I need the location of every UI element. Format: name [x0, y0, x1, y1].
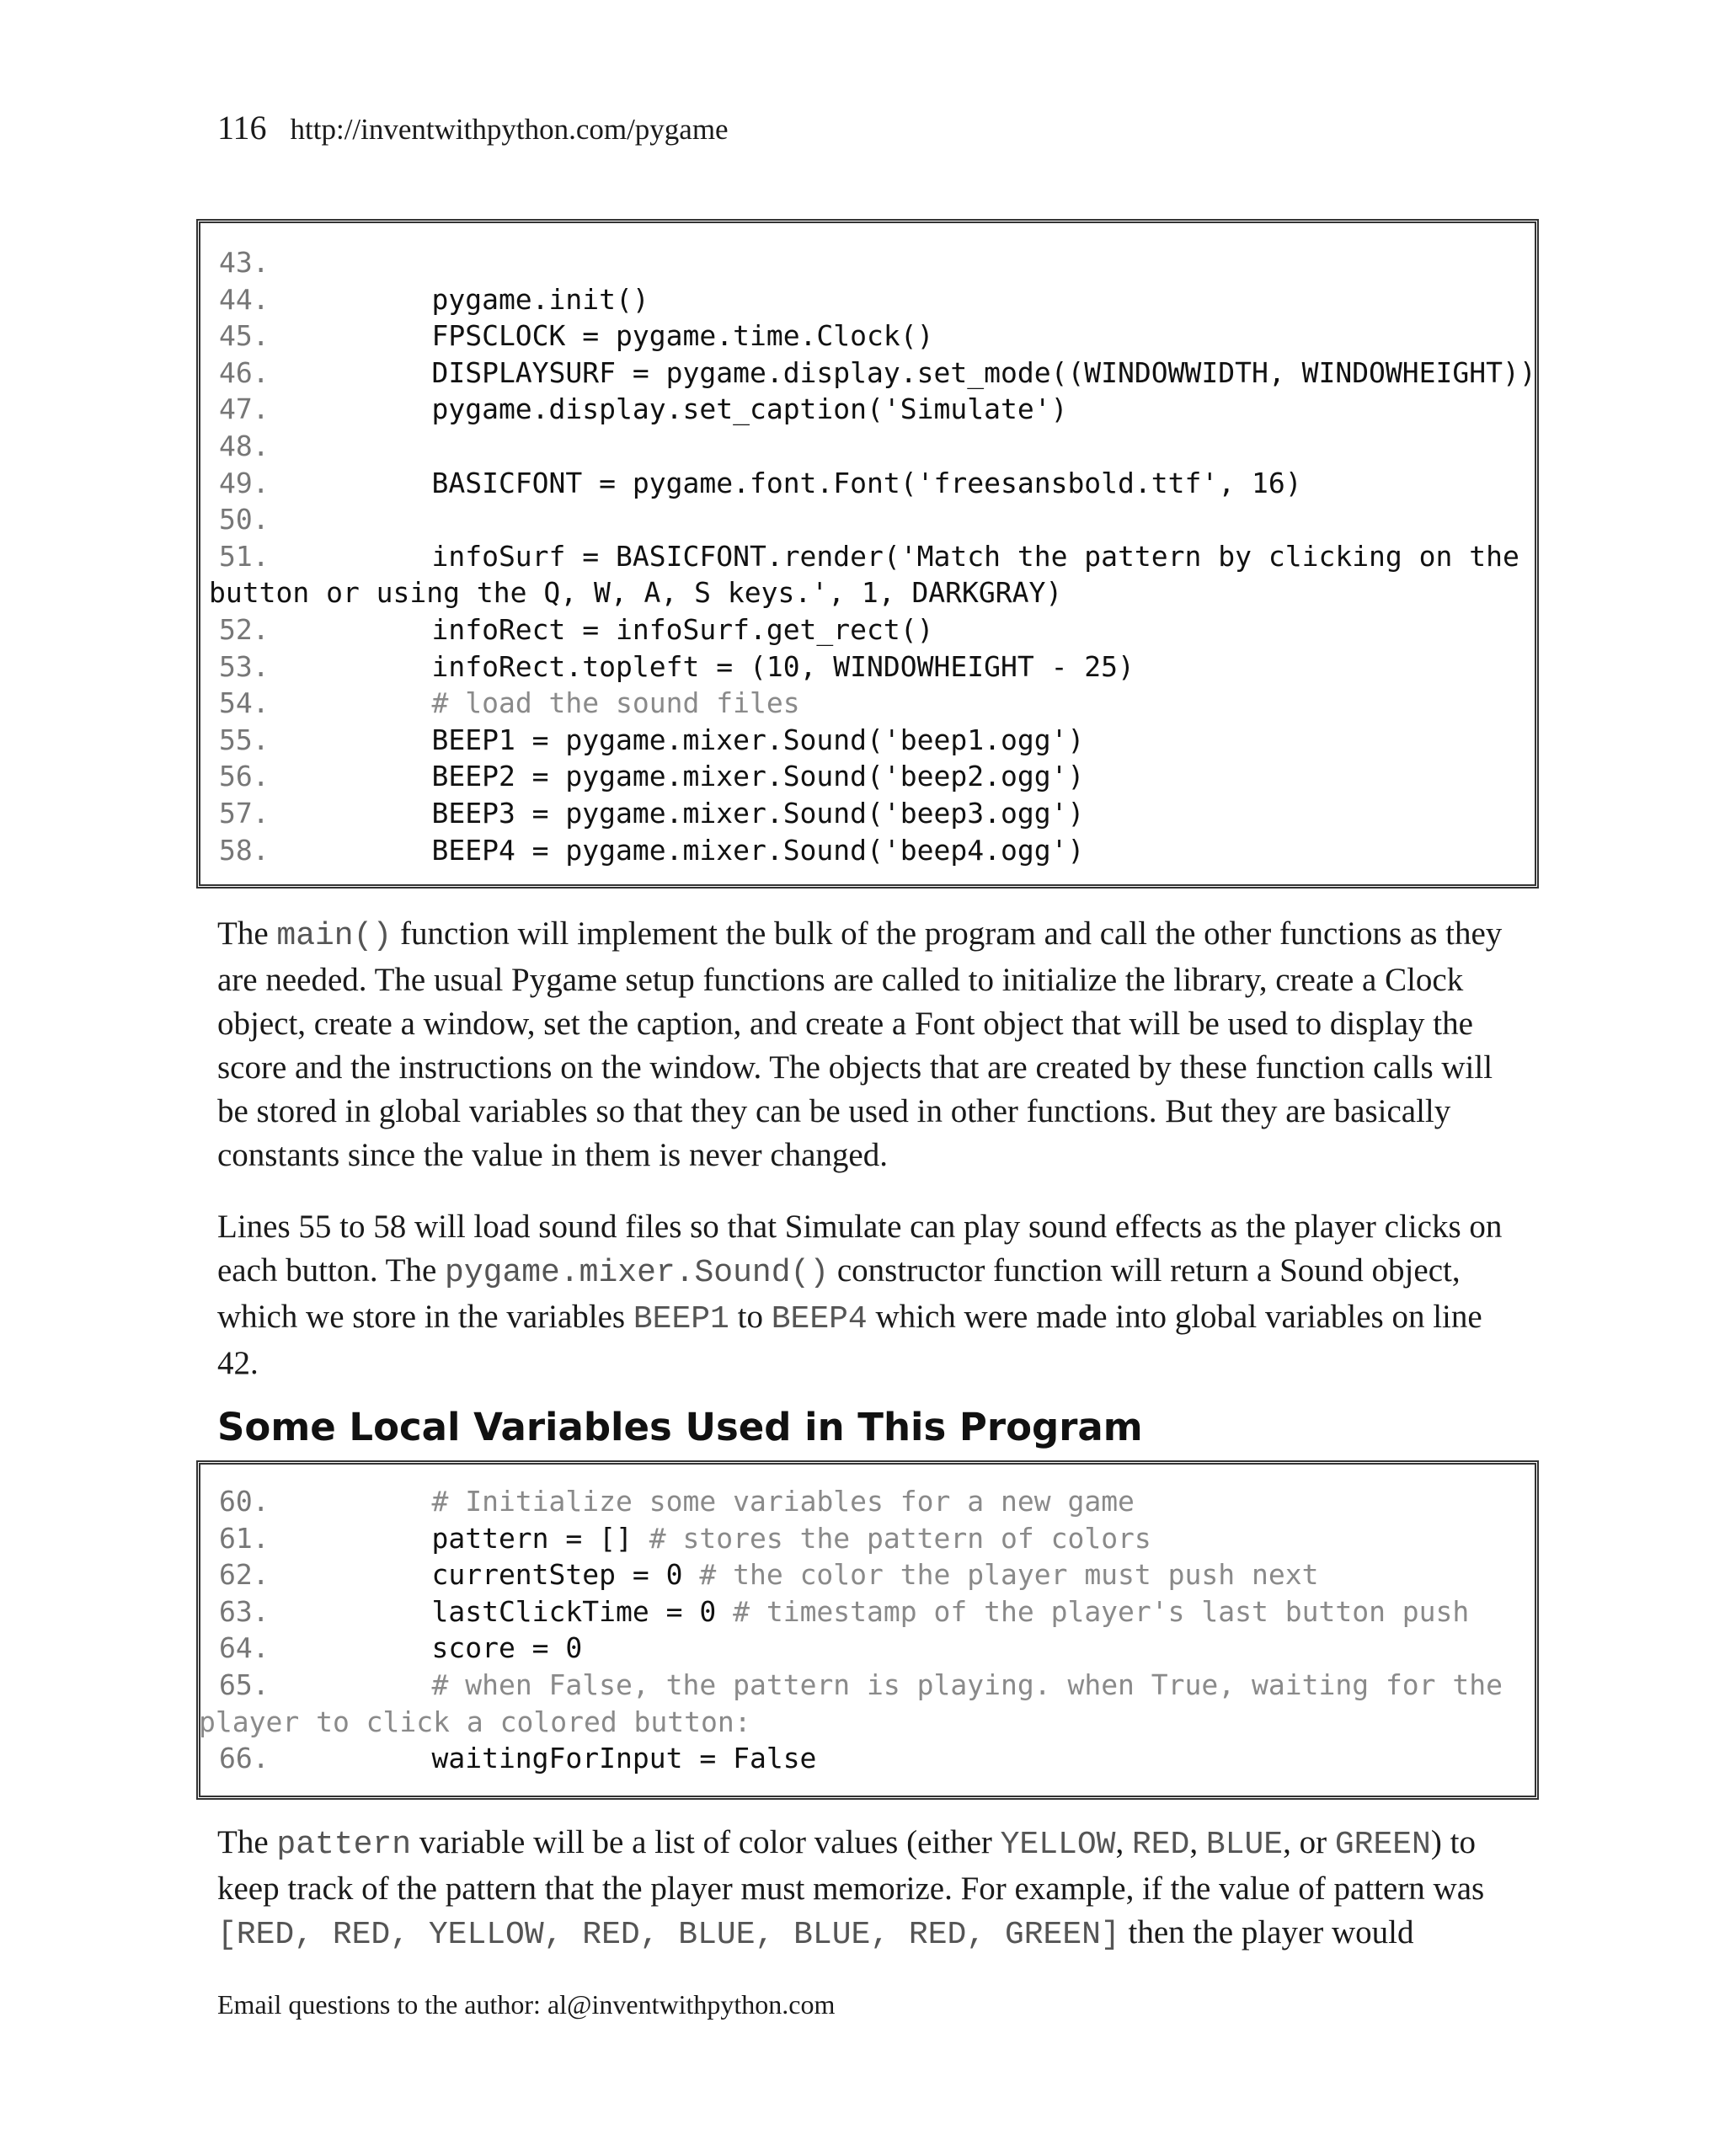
code-comment: player to click a colored button: — [199, 1705, 751, 1738]
code-line — [200, 611, 1535, 648]
inline-code: pygame.mixer.Sound() — [445, 1255, 830, 1291]
line-number: 48. — [219, 429, 270, 462]
code-comment: # the color the player must push next — [699, 1558, 1319, 1592]
line-number: 60. — [219, 1485, 270, 1518]
code-comment: # load the sound files — [431, 686, 800, 720]
text: , — [1115, 1824, 1132, 1860]
code-line — [200, 1667, 1535, 1704]
text: , or — [1283, 1824, 1335, 1860]
line-number: 43. — [219, 246, 270, 279]
page-footer: Email questions to the author: al@inventwithpython.com — [217, 1989, 836, 2020]
inline-code: BEEP1 — [633, 1301, 729, 1337]
line-number: 47. — [219, 392, 270, 426]
text: to — [729, 1299, 772, 1335]
code-line — [200, 758, 1535, 795]
text: The — [217, 915, 277, 952]
inline-code: pattern — [276, 1827, 412, 1863]
text: The — [217, 1824, 277, 1860]
code-line — [200, 428, 1535, 465]
inline-code: YELLOW — [1000, 1827, 1116, 1863]
code-line — [200, 1704, 1535, 1741]
code-comment: # timestamp of the player's last button push — [733, 1594, 1470, 1628]
page-header — [217, 108, 729, 147]
line-number: 53. — [219, 649, 270, 683]
line-number: 49. — [219, 466, 270, 499]
inline-code: [RED, RED, YELLOW, RED, BLUE, BLUE, RED, GREEN] — [217, 1917, 1120, 1953]
line-number: 46. — [219, 355, 270, 389]
code-line — [200, 501, 1535, 538]
text: ) to keep track of the pattern that the player must memorize. For example, if the value of pattern was — [217, 1824, 1485, 1907]
code-line — [200, 1520, 1535, 1557]
text: Lines 55 to 58 will load sound files so that Simulate can play sound effects as the player clicks on each button. The — [217, 1209, 1503, 1289]
code-text: waitingForInput = False — [365, 1742, 817, 1775]
line-number: 62. — [219, 1558, 270, 1592]
code-line — [200, 685, 1535, 722]
code-text: currentStep = 0 — [365, 1558, 700, 1592]
code-text: BEEP4 = pygame.mixer.Sound('beep4.ogg') — [365, 833, 1085, 867]
code-line — [200, 318, 1535, 355]
code-line — [200, 465, 1535, 502]
code-line — [200, 574, 1535, 611]
code-line — [200, 1740, 1535, 1777]
line-number: 56. — [219, 760, 270, 793]
line-number: 58. — [219, 833, 270, 867]
line-number: 44. — [219, 282, 270, 316]
code-line — [200, 832, 1535, 869]
line-number: 64. — [219, 1631, 270, 1665]
paragraph-main-function — [217, 912, 1531, 1177]
line-number: 66. — [219, 1742, 270, 1775]
code-text: FPSCLOCK = pygame.time.Clock() — [365, 319, 934, 353]
code-text: pygame.init() — [365, 282, 649, 316]
code-text: BEEP1 = pygame.mixer.Sound('beep1.ogg') — [365, 723, 1085, 756]
text: variable will be a list of color values (either — [411, 1824, 1001, 1860]
inline-code: BEEP4 — [771, 1301, 868, 1337]
code-text — [365, 1485, 431, 1518]
code-block-setup — [196, 219, 1539, 889]
code-text: infoRect = infoSurf.get_rect() — [365, 612, 934, 646]
line-number: 54. — [219, 686, 270, 720]
code-text — [365, 1668, 431, 1701]
code-line — [200, 244, 1535, 281]
code-text: infoSurf = BASICFONT.render('Match the pattern by clicking on the — [365, 539, 1519, 573]
paragraph-sound-files — [217, 1205, 1531, 1385]
inline-code: RED — [1131, 1827, 1190, 1863]
code-text: pygame.display.set_caption('Simulate') — [365, 392, 1068, 426]
code-comment: # Initialize some variables for a new game — [431, 1485, 1135, 1518]
header-url: http://inventwithpython.com/pygame — [290, 113, 729, 146]
line-number: 52. — [219, 612, 270, 646]
code-text: infoRect.topleft = (10, WINDOWHEIGHT - 25) — [365, 649, 1135, 683]
text: function will implement the bulk of the program and call the other functions as they are needed. The usual Pygame setup functions are called to initialize the library, create a Clock object, create a window, set the caption, and create a Font object that will be used to display the score and the instructions on the window. The objects that are created by these function calls will be stored in global variables so that they can be used in other functions. But they are basically constants since the value in them is never changed. — [217, 915, 1503, 1173]
code-line — [200, 795, 1535, 832]
code-line — [200, 281, 1535, 318]
text: which were made into global variables on line 42. — [217, 1299, 1482, 1381]
line-number: 51. — [219, 539, 270, 573]
line-number: 65. — [219, 1668, 270, 1701]
inline-code: main() — [276, 918, 393, 954]
code-text: button or using the Q, W, A, S keys.', 1, DARKGRAY) — [209, 576, 1063, 610]
line-number: 57. — [219, 796, 270, 830]
line-number: 63. — [219, 1594, 270, 1628]
code-text: BEEP3 = pygame.mixer.Sound('beep3.ogg') — [365, 796, 1085, 830]
code-line — [200, 538, 1535, 575]
code-line — [200, 1556, 1535, 1593]
code-block-local-variables — [196, 1460, 1539, 1800]
code-comment: # stores the pattern of colors — [649, 1521, 1151, 1555]
line-number: 50. — [219, 503, 270, 536]
code-line — [200, 355, 1535, 392]
text: , — [1189, 1824, 1206, 1860]
code-line — [200, 391, 1535, 428]
line-number: 55. — [219, 723, 270, 756]
text: constructor function will return a Sound object, which we store in the variables — [217, 1252, 1461, 1335]
line-number: 45. — [219, 319, 270, 353]
code-line — [200, 1483, 1535, 1520]
code-text: BEEP2 = pygame.mixer.Sound('beep2.ogg') — [365, 760, 1085, 793]
code-text: DISPLAYSURF = pygame.display.set_mode((WINDOWWIDTH, WINDOWHEIGHT)) — [365, 355, 1536, 389]
page-number: 116 — [217, 109, 267, 147]
code-line — [200, 1630, 1535, 1667]
code-line — [200, 722, 1535, 759]
code-text: pattern = [] — [365, 1521, 649, 1555]
code-comment: # when False, the pattern is playing. when True, waiting for the — [431, 1668, 1503, 1701]
code-text: BASICFONT = pygame.font.Font('freesansbold.ttf', 16) — [365, 466, 1302, 499]
code-text — [365, 686, 431, 719]
code-line — [200, 648, 1535, 686]
paragraph-pattern-variable — [217, 1821, 1531, 1957]
code-text: score = 0 — [365, 1631, 583, 1665]
text: then the player would — [1119, 1914, 1414, 1951]
inline-code: GREEN — [1334, 1827, 1431, 1863]
code-line — [200, 1593, 1535, 1630]
inline-code: BLUE — [1205, 1827, 1284, 1863]
line-number: 61. — [219, 1521, 270, 1555]
code-text: lastClickTime = 0 — [365, 1594, 734, 1628]
section-heading: Some Local Variables Used in This Program — [217, 1405, 1143, 1449]
